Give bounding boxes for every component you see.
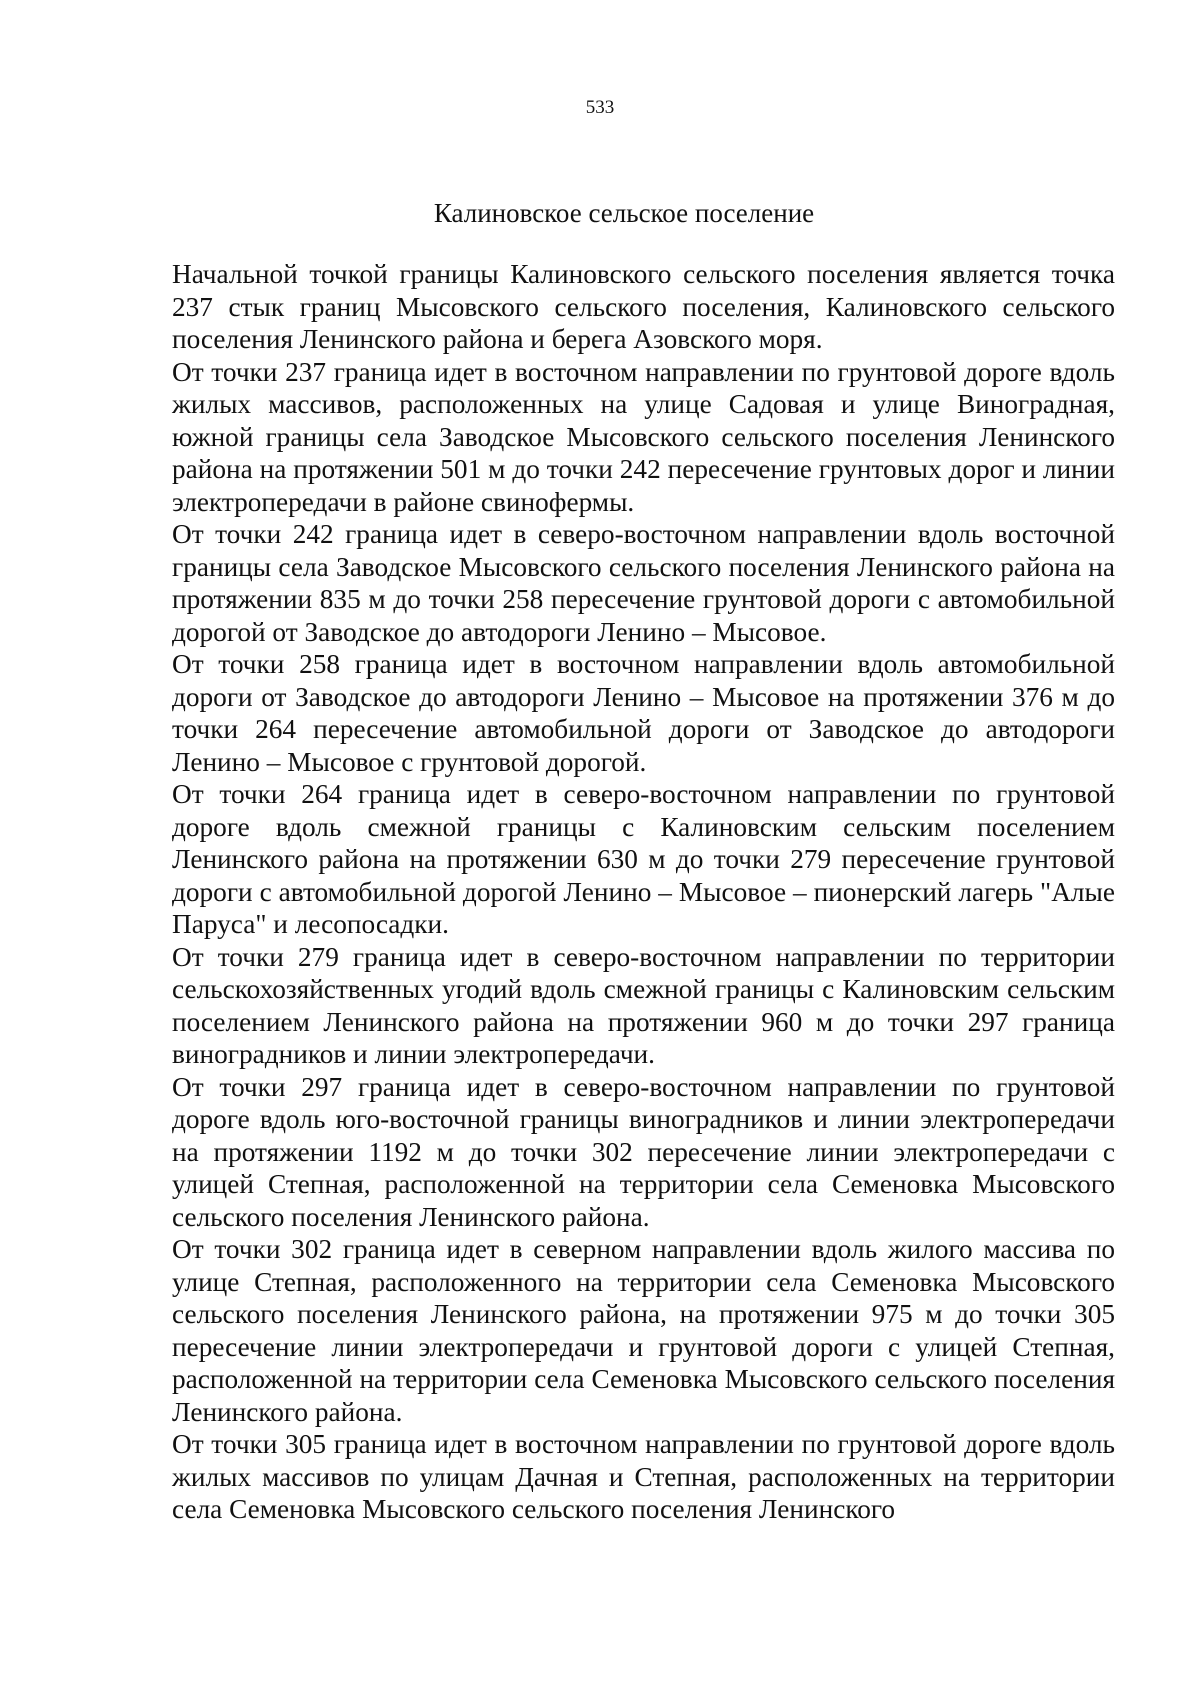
paragraph-6: От точки 279 граница идет в северо-восточном направлении по территории сельскохозяйственных угодий вдоль смежной границы с Калиновским сельским поселением Ленинского района на протяжении 960 м до точки 297 граница виноградников и линии электропередачи. <box>172 941 1115 1069</box>
paragraph-4: От точки 258 граница идет в восточном направлении вдоль автомобильной дороги от Заводское до автодороги Ленино – Мысовое на протяжении 376 м до точки 264 пересечение автомобильной дороги от Заводское до автодороги Ленино – Мысовое с грунтовой дорогой. <box>172 649 1115 777</box>
page-number: 533 <box>585 97 615 118</box>
paragraph-7: От точки 297 граница идет в северо-восточном направлении по грунтовой дороге вдоль юго-восточной границы виноградников и линии электропередачи на протяжении 1192 м до точки 302 пересечение линии электропередачи с улицей Степная, расположенной на территории села Семеновка Мысовского сельского поселения Ленинского района. <box>172 1071 1115 1232</box>
paragraph-8: От точки 302 граница идет в северном направлении вдоль жилого массива по улице Степная, расположенного на территории села Семеновка Мысовского сельского поселения Ленинского района, на протяжении 975 м до точки 305 пересечение линии электропередачи и грунтовой дороги с улицей Степная, расположенной на территории села Семеновка Мысовского сельского поселения Ленинского района. <box>172 1234 1115 1427</box>
paragraph-5: От точки 264 граница идет в северо-восточном направлении по грунтовой дороге вдоль смежной границы с Калиновским сельским поселением Ленинского района на протяжении 630 м до точки 279 пересечение грунтовой дороги с автомобильной дорогой Ленино – Мысовое – пионерский лагерь "Алые Паруса" и лесопосадки. <box>172 779 1115 939</box>
section-title: Калиновское сельское поселение <box>433 198 815 228</box>
paragraph-3: От точки 242 граница идет в северо-восточном направлении вдоль восточной границы села Заводское Мысовского сельского поселения Ленинского района на протяжении 835 м до точки 258 пересечение грунтовой дороги с автомобильной дорогой от Заводское до автодороги Ленино – Мысовое. <box>172 519 1115 647</box>
paragraph-1: Начальной точкой границы Калиновского сельского поселения является точка 237 стык границ Мысовского сельского поселения, Калиновского сельского поселения Ленинского района и берега Азовского моря. <box>172 259 1115 354</box>
paragraph-2: От точки 237 граница идет в восточном направлении по грунтовой дороге вдоль жилых массивов, расположенных на улице Садовая и улице Виноградная, южной границы села Заводское Мысовского сельского поселения Ленинского района на протяжении 501 м до точки 242 пересечение грунтовых дорог и линии электропередачи в районе свинофермы. <box>172 356 1115 517</box>
document-body <box>172 258 1115 1526</box>
paragraph-9: От точки 305 граница идет в восточном направлении по грунтовой дороге вдоль жилых массивов по улицам Дачная и Степная, расположенных на территории села Семеновка Мысовского сельского поселения Ленинского <box>172 1429 1115 1524</box>
